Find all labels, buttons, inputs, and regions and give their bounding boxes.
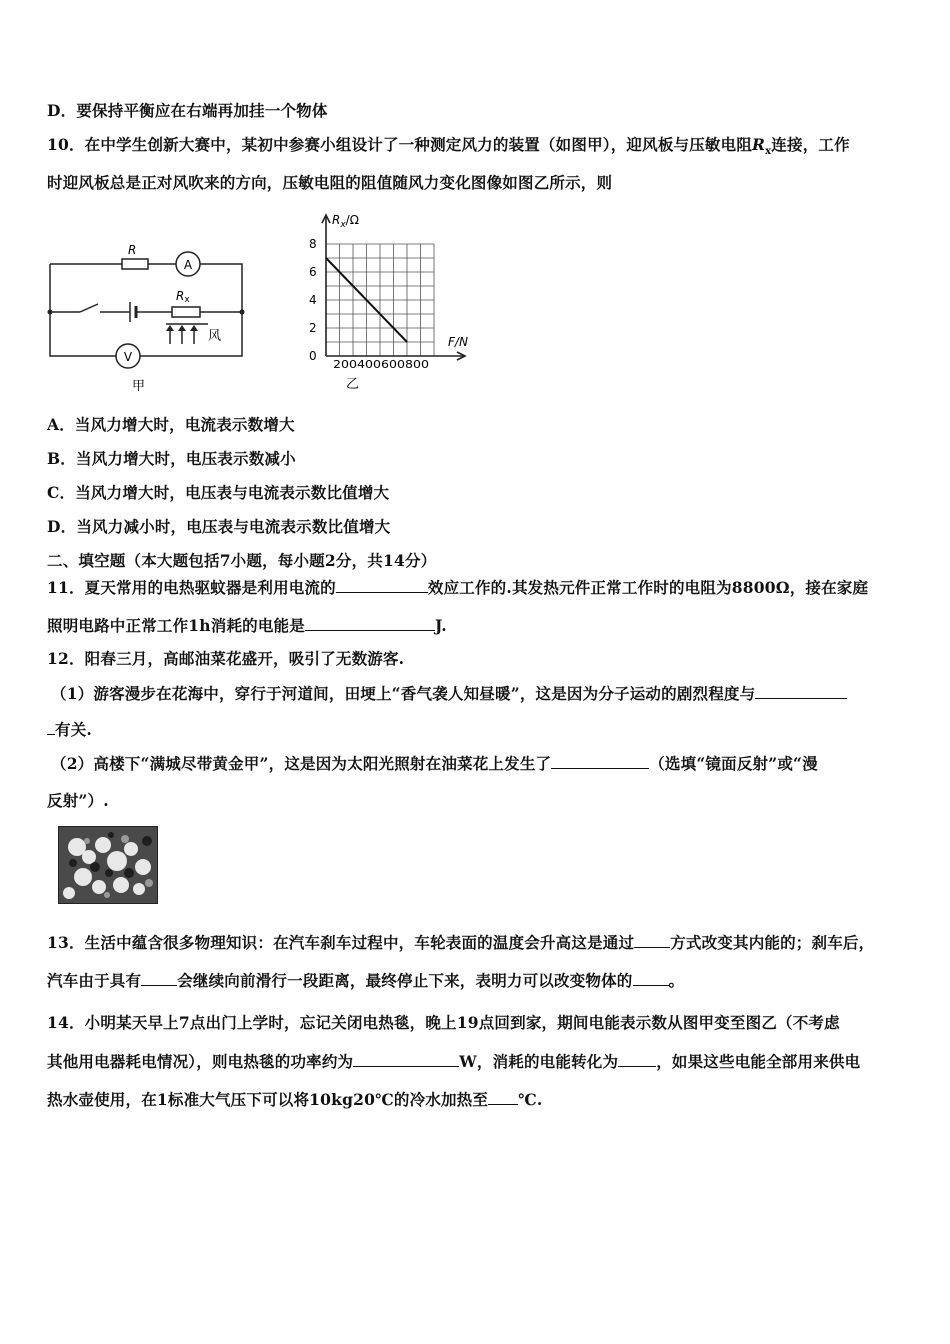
q11-text-c: 照明电路中正常工作1h消耗的电能是 xyxy=(47,616,305,635)
q14-text-b: 其他用电器耗电情况），则电热毯的功率约为 xyxy=(47,1052,354,1071)
q11-blank-2[interactable] xyxy=(305,614,435,631)
graph-x-label: F/N xyxy=(448,335,468,349)
q14-text-f: ℃. xyxy=(518,1090,543,1109)
q12-part2 xyxy=(51,752,910,775)
q13-text-e: 。 xyxy=(668,971,685,990)
rapeseed-flower-photo xyxy=(58,826,158,904)
q14-line3 xyxy=(47,1088,910,1111)
y-tick-label: 0 xyxy=(309,349,317,363)
q10-stem-text-a: 10．在中学生创新大赛中，某初中参赛小组设计了一种测定风力的装置（如图甲），迎风板与压敏电阻 xyxy=(47,135,753,154)
q13-blank-1[interactable] xyxy=(634,931,670,948)
q10-option-d: D．当风力减小时，电压表与电流表示数比值增大 xyxy=(47,517,391,536)
y-tick-label: 8 xyxy=(309,237,317,251)
q10-stem-line2: 时迎风板总是正对风吹来的方向，压敏电阻的阻值随风力变化图像如图乙所示，则 xyxy=(47,173,613,192)
q12-blank-1b[interactable] xyxy=(47,718,55,735)
q11-blank-1[interactable] xyxy=(336,576,428,593)
graph-y-ticks xyxy=(309,237,317,363)
graph-grid xyxy=(326,244,434,356)
q12-part1-cont xyxy=(47,718,910,741)
section-title: 二、填空题（本大题包括7小题，每小题2分，共14分） xyxy=(47,551,437,570)
q11-line2 xyxy=(47,614,910,637)
y-tick-label: 4 xyxy=(309,293,317,307)
q12-part1-end: 有关. xyxy=(55,720,92,739)
q11-text-d: J. xyxy=(434,616,447,635)
q12-part2-cont: 反射”）. xyxy=(47,791,109,810)
voltmeter-label: V xyxy=(123,350,133,364)
q13-text-a: 13．生活中蕴含很多物理知识：在汽车刹车过程中，车轮表面的温度会升高这是通过 xyxy=(47,933,635,952)
q13-text-d: 会继续向前滑行一段距离，最终停止下来，表明力可以改变物体的 xyxy=(177,971,633,990)
q10-option-b: B．当风力增大时，电压表示数减小 xyxy=(47,449,296,468)
q14-text-e: 热水壶使用，在1标准大气压下可以将10kg20℃的冷水加热至 xyxy=(47,1090,489,1109)
q10-option-a: A．当风力增大时，电流表示数增大 xyxy=(47,415,295,434)
q10-option-c: C．当风力增大时，电压表与电流表示数比值增大 xyxy=(47,483,390,502)
q13-line1 xyxy=(47,931,910,954)
wind-label: 风 xyxy=(208,329,222,344)
q12-blank-1a[interactable] xyxy=(755,682,847,699)
q14-line1: 14．小明某天早上7点出门上学时，忘记关闭电热毯，晚上19点回到家，期间电能表示数从图甲变至图乙（不考虑 xyxy=(47,1013,840,1032)
q11-text-a: 11．夏天常用的电热驱蚊器是利用电流的 xyxy=(47,578,336,597)
graph-caption: 乙 xyxy=(346,377,360,392)
switch xyxy=(80,304,98,312)
q12-part2-text: （2）高楼下“满城尽带黄金甲”，这是因为太阳光照射在油菜花上发生了 xyxy=(51,754,552,773)
q13-text-c: 汽车由于具有 xyxy=(47,971,142,990)
y-tick-label: 6 xyxy=(309,265,317,279)
q12-blank-2[interactable] xyxy=(551,752,649,769)
q13-text-b: 方式改变其内能的；刹车后， xyxy=(670,933,875,952)
y-tick-label: 2 xyxy=(309,321,317,335)
label-rx: Rx xyxy=(176,289,190,305)
circuit-diagram xyxy=(40,236,255,396)
q10-rx-symbol: R xyxy=(752,135,766,154)
q11-line1 xyxy=(47,576,910,599)
q12-part2-choice: （选填“镜面反射”或“漫 xyxy=(649,754,818,773)
q14-text-d: ，如果这些电能全部用来供电 xyxy=(656,1052,861,1071)
q9-option-d: D．要保持平衡应在右端再加挂一个物体 xyxy=(47,101,328,120)
q10-stem-line1 xyxy=(47,134,910,163)
graph-x-ticks: 200400600800 xyxy=(333,358,429,371)
q14-line2 xyxy=(47,1050,910,1073)
q14-text-c: W，消耗的电能转化为 xyxy=(459,1052,619,1071)
q12-part1 xyxy=(51,682,910,705)
q11-text-b: 效应工作的.其发热元件正常工作时的电阻为8800Ω，接在家庭 xyxy=(427,578,869,597)
resistor-r xyxy=(122,259,148,269)
q13-blank-2[interactable] xyxy=(141,969,177,986)
q13-line2 xyxy=(47,969,910,992)
resistance-force-graph xyxy=(300,206,480,396)
q14-blank-1[interactable] xyxy=(353,1050,459,1067)
q10-rx-sub: x xyxy=(765,146,772,158)
circuit-caption: 甲 xyxy=(132,379,146,394)
q12-stem: 12．阳春三月，高邮油菜花盛开，吸引了无数游客. xyxy=(47,649,405,668)
q14-blank-2[interactable] xyxy=(618,1050,656,1067)
q12-part1-text: （1）游客漫步在花海中，穿行于河道间，田埂上“香气袭人知昼暖”，这是因为分子运动的剧烈程度与 xyxy=(51,684,756,703)
resistor-rx xyxy=(172,307,200,317)
label-r: R xyxy=(128,243,137,257)
q10-stem-text-b: 连接，工作 xyxy=(771,135,850,154)
ammeter-label: A xyxy=(183,258,193,272)
graph-y-label: $R_x/\Omega$ xyxy=(332,213,359,230)
q13-blank-3[interactable] xyxy=(633,969,669,986)
q14-blank-3[interactable] xyxy=(488,1088,518,1105)
